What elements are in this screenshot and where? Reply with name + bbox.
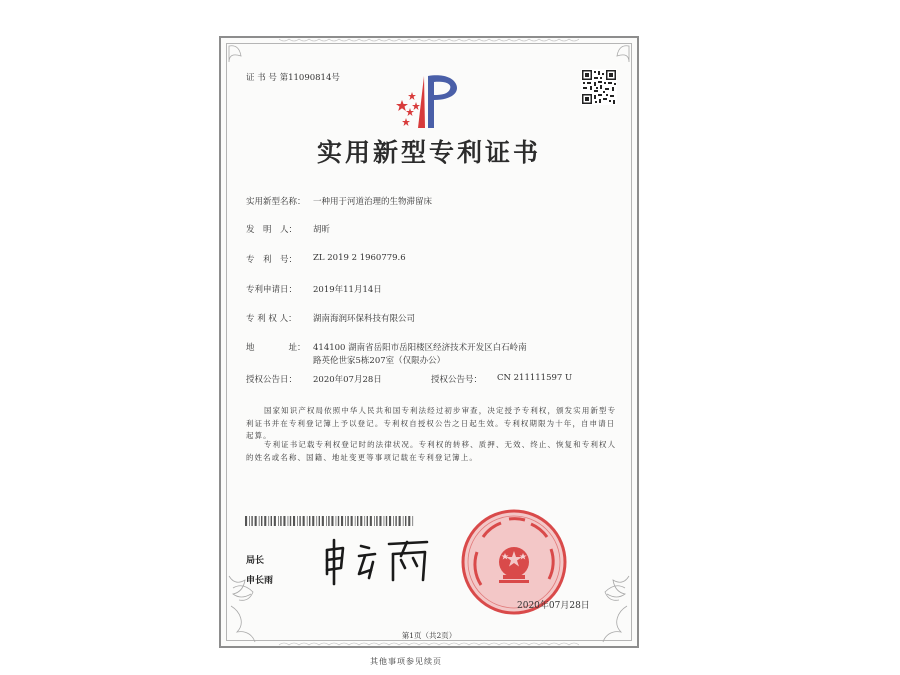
seal-date: 2020年07月28日	[517, 601, 590, 611]
patent-number-label: 专 利 号：	[246, 255, 298, 265]
patentee-value: 湖南海润环保科技有限公司	[313, 314, 416, 324]
inventor-label: 发 明 人：	[246, 225, 298, 235]
filing-date-label: 专利申请日：	[246, 285, 298, 295]
certificate-number: 证 书 号 第11090814号	[246, 73, 340, 83]
patent-number-value: ZL 2019 2 1960779.6	[313, 253, 406, 263]
certificate-title: 实用新型专利证书	[316, 138, 541, 167]
director-name: 申长雨	[246, 576, 274, 586]
page-indicator: 第1页（共2页）	[401, 631, 457, 640]
director-title: 局长	[246, 556, 265, 566]
filing-date-value: 2019年11月14日	[313, 285, 382, 295]
patent-office-logo	[394, 70, 464, 130]
utility-model-name-value: 一种用于河道治理的生物滞留床	[313, 197, 433, 207]
footer-note: 其他事项参见续页	[370, 657, 442, 666]
patent-certificate	[219, 36, 639, 648]
utility-model-name-label: 实用新型名称：	[246, 197, 306, 207]
patentee-label: 专 利 权 人：	[246, 314, 297, 324]
qr-code	[581, 69, 617, 105]
legal-status-paragraph: 专利证书记载专利权登记时的法律状况。专利权的转移、质押、无效、终止、恢复和专利权人的姓名或名称、国籍、地址变更等事项记载在专利登记簿上。	[246, 440, 617, 462]
grant-statement-paragraph: 国家知识产权局依照中华人民共和国专利法经过初步审查，决定授予专利权，颁发实用新型专利证书并在专利登记簿上予以登记。专利权自授权公告之日起生效。专利权期限为十年，自申请日起算。	[246, 406, 617, 440]
grant-date-value: 2020年07月28日	[313, 375, 382, 385]
barcode	[245, 516, 415, 526]
director-signature	[319, 536, 434, 586]
address-line-1: 414100 湖南省岳阳市岳阳楼区经济技术开发区白石岭南	[313, 343, 527, 353]
grant-number-value: CN 211111597 U	[497, 373, 573, 383]
address-label: 地 址：	[246, 343, 306, 353]
grant-number-label: 授权公告号：	[431, 375, 483, 385]
grant-date-label: 授权公告日：	[246, 375, 298, 385]
inventor-value: 胡昕	[313, 225, 331, 235]
address-line-2: 路英伦世家5栋207室（仅限办公）	[313, 356, 446, 366]
